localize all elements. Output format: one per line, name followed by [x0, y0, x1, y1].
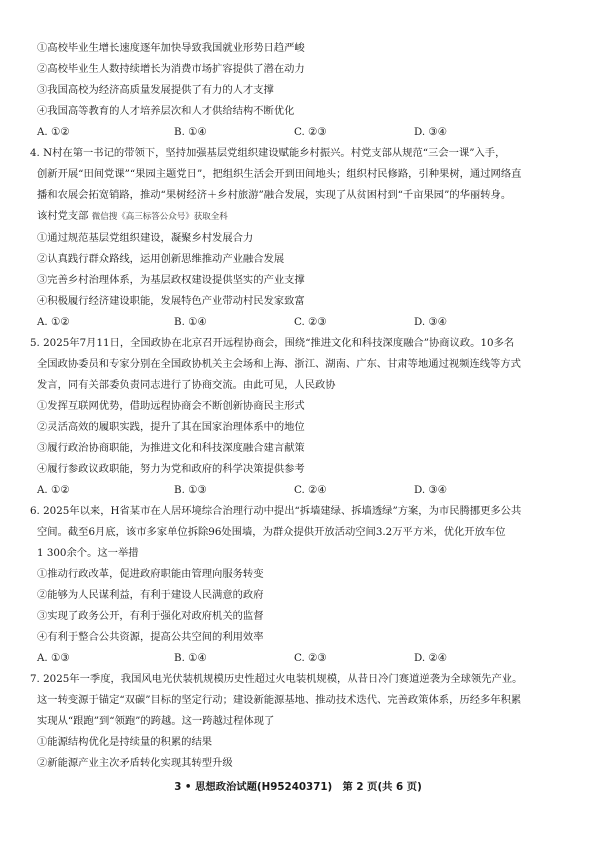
statement: ④我国高等教育的人才培养层次和人才供给结构不断优化	[37, 105, 295, 117]
stem-line: 6. 2025年以来，H省某市在人居环境综合治理行动中提出“拆墙建绿、拆墙透绿”方案，为市民腾挪更多公共	[30, 505, 522, 517]
option-b: B. ①③	[174, 484, 207, 496]
stem-line	[30, 206, 570, 228]
stem-line: 发言，同有关部委负责同志进行了协商交流。由此可见，人民政协	[37, 379, 336, 391]
option-c: C. ②③	[294, 652, 327, 664]
stem-line: 全国政协委员和专家分别在全国政协机关主会场和上海、浙江、湖南、广东、甘肃等地通过视频连线等方式	[37, 358, 521, 370]
option-d: D. ③④	[414, 484, 447, 496]
question-6-stem	[30, 501, 570, 564]
stem-line: 实现从“跟跑”到“领跑”的跨越。这一跨越过程体现了	[37, 715, 275, 727]
statement: ②新能源产业主次矛盾转化实现其转型升级	[37, 757, 233, 769]
question-3-options	[30, 122, 570, 143]
statement: ①发挥互联网优势，借助远程协商会不断创新协商民主形式	[37, 400, 305, 412]
stem-line: 5. 2025年7月11日，全国政协在北京召开远程协商会，围绕“推进文化和科技深度融合”协商议政。10多名	[30, 337, 515, 349]
statement: ②认真践行群众路线，运用创新思维推动产业融合发展	[37, 253, 285, 265]
statement: ②能够为人民谋利益，有利于建设人民满意的政府	[37, 589, 264, 601]
stem-line: 1 300余个。这一举措	[37, 547, 139, 559]
statement: ③完善乡村治理体系，为基层政权建设提供坚实的产业支撑	[37, 274, 305, 286]
question-5-statements	[30, 396, 570, 480]
statement: ③履行政治协商职能，为推进文化和科技深度融合建言献策	[37, 442, 305, 454]
statement: ②灵活高效的履职实践，提升了其在国家治理体系中的地位	[37, 421, 305, 433]
option-a: A. ①③	[37, 652, 70, 664]
question-5-stem	[30, 333, 570, 396]
stem-line: 创新开展“田间党课”“果园主题党日”，把组织生活会开到田间地头；组织村民修路，引种果树，通过网络直	[37, 168, 522, 180]
option-d: D. ③④	[414, 316, 447, 328]
option-c: C. ②③	[294, 126, 327, 138]
option-a: A. ①②	[37, 126, 70, 138]
stem-line: 空间。截至6月底，该市多家单位拆除96处围墙，为群众提供开放活动空间3.2万平方米，优化开放车位	[37, 526, 506, 538]
stem-line: 播和农展会拓宽销路，推动“果树经济＋乡村旅游”融合发展，实现了从贫困村到“千亩果园”的华丽转身。	[37, 189, 512, 201]
statement: ③实现了政务公开，有利于强化对政府机关的监督	[37, 610, 264, 622]
stem-text: 该村党支部	[37, 210, 89, 222]
question-3-statements	[30, 38, 570, 122]
question-7-statements	[30, 732, 570, 774]
option-a: A. ①②	[37, 316, 70, 328]
stem-line: 这一转变源于锚定“双碳”目标的坚定行动；建设新能源基地、推动技术迭代、完善政策体系，历经多年积累	[37, 694, 522, 706]
statement: ②高校毕业生人数持续增长为消费市场扩容提供了潜在动力	[37, 63, 305, 75]
question-4-stem	[30, 143, 570, 228]
watermark-note: 微信搜《高三标答公众号》获取全科	[91, 212, 228, 222]
question-6-statements	[30, 564, 570, 648]
statement: ③我国高校为经济高质量发展提供了有力的人才支撑	[37, 84, 274, 96]
option-c: C. ②③	[294, 316, 327, 328]
statement: ①高校毕业生增长速度逐年加快导致我国就业形势日趋严峻	[37, 42, 305, 54]
statement: ④积极履行经济建设职能，发展特色产业带动村民发家致富	[37, 295, 305, 307]
option-a: A. ①②	[37, 484, 70, 496]
option-d: D. ③④	[414, 126, 447, 138]
statement: ④履行参政议政职能，努力为党和政府的科学决策提供参考	[37, 463, 305, 475]
option-b: B. ①④	[174, 126, 207, 138]
question-7-stem	[30, 669, 570, 732]
stem-line: 7. 2025年一季度，我国风电光伏装机规模历史性超过火电装机规模，从昔日冷门赛道逆袭为全球领先产业。	[30, 673, 523, 685]
stem-line: 4. N村在第一书记的带领下，坚持加强基层党组织建设赋能乡村振兴。村党支部从规范“三会一课”入手，	[30, 147, 506, 159]
statement: ①通过规范基层党组织建设，凝聚乡村发展合力	[37, 232, 254, 244]
option-d: D. ②④	[414, 652, 447, 664]
page-footer: 3 • 思想政治试题(H95240371) 第 2 页(共 6 页)	[174, 781, 422, 793]
question-4-statements	[30, 228, 570, 312]
option-c: C. ②④	[294, 484, 327, 496]
option-b: B. ①④	[174, 316, 207, 328]
statement: ④有利于整合公共资源，提高公共空间的利用效率	[37, 631, 264, 643]
question-6-options	[30, 648, 570, 669]
statement: ①推动行政改革，促进政府职能由管理向服务转变	[37, 568, 264, 580]
statement: ①能源结构优化是持续量的积累的结果	[37, 736, 213, 748]
question-4-options	[30, 312, 570, 333]
question-5-options	[30, 480, 570, 501]
option-b: B. ①④	[174, 652, 207, 664]
exam-page	[30, 38, 570, 774]
